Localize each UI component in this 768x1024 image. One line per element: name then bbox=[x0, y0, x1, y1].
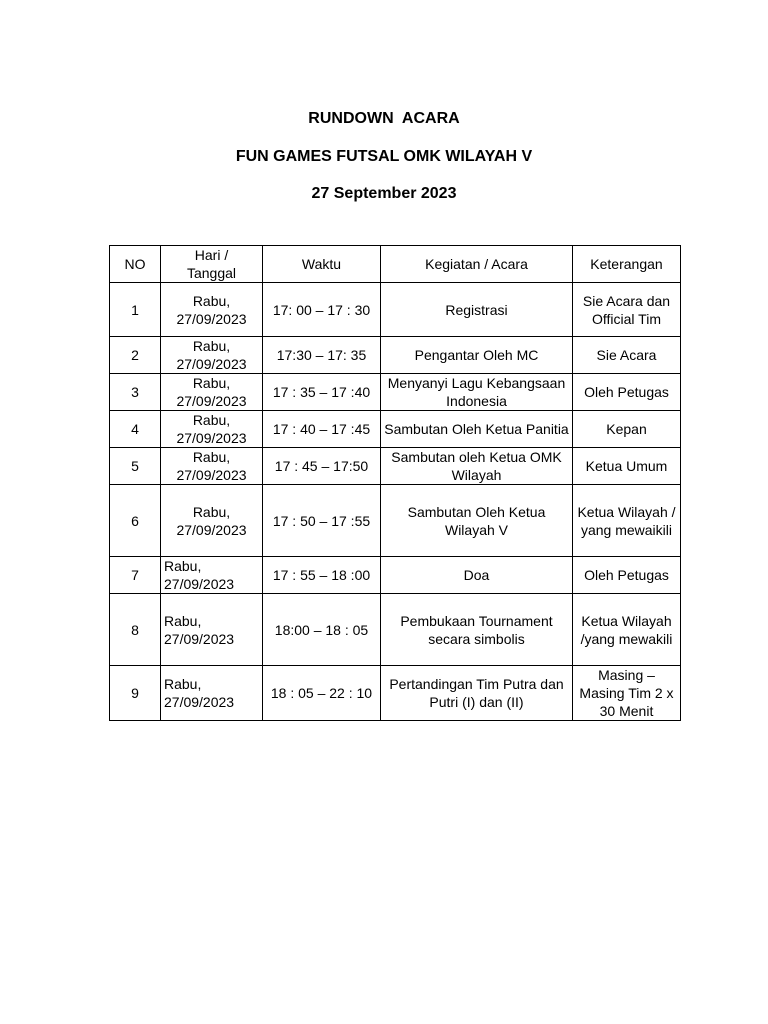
header-activity: Kegiatan / Acara bbox=[381, 246, 573, 283]
cell-day: Rabu, 27/09/2023 bbox=[161, 411, 263, 448]
cell-time: 18:00 – 18 : 05 bbox=[263, 594, 381, 666]
header-day: Hari / Tanggal bbox=[161, 246, 263, 283]
table-row bbox=[110, 557, 681, 594]
cell-activity: Pengantar Oleh MC bbox=[381, 337, 573, 374]
cell-activity: Sambutan oleh Ketua OMK Wilayah bbox=[381, 448, 573, 485]
cell-time: 17 : 55 – 18 :00 bbox=[263, 557, 381, 594]
table-row bbox=[110, 594, 681, 666]
document-title: RUNDOWN ACARA bbox=[308, 110, 460, 127]
cell-no: 8 bbox=[110, 594, 161, 666]
cell-day: Rabu, 27/09/2023 bbox=[161, 374, 263, 411]
cell-note: Sie Acara bbox=[573, 337, 681, 374]
cell-day: Rabu, 27/09/2023 bbox=[161, 448, 263, 485]
cell-note: Kepan bbox=[573, 411, 681, 448]
cell-activity: Registrasi bbox=[381, 283, 573, 337]
cell-note: Ketua Wilayah /yang mewakili bbox=[573, 594, 681, 666]
document-date: 27 September 2023 bbox=[311, 185, 457, 202]
cell-time: 17: 00 – 17 : 30 bbox=[263, 283, 381, 337]
table-row bbox=[110, 448, 681, 485]
cell-day: Rabu, 27/09/2023 bbox=[161, 594, 263, 666]
cell-note: Oleh Petugas bbox=[573, 374, 681, 411]
cell-no: 3 bbox=[110, 374, 161, 411]
table-row bbox=[110, 283, 681, 337]
table-row bbox=[110, 411, 681, 448]
table-row bbox=[110, 337, 681, 374]
header-note: Keterangan bbox=[573, 246, 681, 283]
table-row bbox=[110, 666, 681, 721]
table-header-row bbox=[110, 246, 681, 283]
cell-time: 17 : 35 – 17 :40 bbox=[263, 374, 381, 411]
cell-note: Oleh Petugas bbox=[573, 557, 681, 594]
cell-day: Rabu, 27/09/2023 bbox=[161, 557, 263, 594]
cell-no: 2 bbox=[110, 337, 161, 374]
cell-activity: Sambutan Oleh Ketua Wilayah V bbox=[381, 485, 573, 557]
document-subtitle: FUN GAMES FUTSAL OMK WILAYAH V bbox=[235, 148, 533, 165]
cell-note: Ketua Umum bbox=[573, 448, 681, 485]
cell-no: 9 bbox=[110, 666, 161, 721]
cell-no: 5 bbox=[110, 448, 161, 485]
cell-no: 6 bbox=[110, 485, 161, 557]
table-row bbox=[110, 485, 681, 557]
cell-time: 17:30 – 17: 35 bbox=[263, 337, 381, 374]
cell-note: Ketua Wilayah / yang mewaikili bbox=[573, 485, 681, 557]
cell-day: Rabu, 27/09/2023 bbox=[161, 283, 263, 337]
cell-activity: Pembukaan Tournament secara simbolis bbox=[381, 594, 573, 666]
header-time: Waktu bbox=[263, 246, 381, 283]
cell-time: 18 : 05 – 22 : 10 bbox=[263, 666, 381, 721]
cell-activity: Doa bbox=[381, 557, 573, 594]
cell-time: 17 : 50 – 17 :55 bbox=[263, 485, 381, 557]
cell-no: 1 bbox=[110, 283, 161, 337]
cell-no: 4 bbox=[110, 411, 161, 448]
cell-no: 7 bbox=[110, 557, 161, 594]
cell-time: 17 : 45 – 17:50 bbox=[263, 448, 381, 485]
cell-day: Rabu, 27/09/2023 bbox=[161, 666, 263, 721]
cell-day: Rabu, 27/09/2023 bbox=[161, 485, 263, 557]
cell-activity: Sambutan Oleh Ketua Panitia bbox=[381, 411, 573, 448]
cell-activity: Menyanyi Lagu Kebangsaan Indonesia bbox=[381, 374, 573, 411]
cell-time: 17 : 40 – 17 :45 bbox=[263, 411, 381, 448]
cell-note: Masing – Masing Tim 2 x 30 Menit bbox=[573, 666, 681, 721]
cell-day: Rabu, 27/09/2023 bbox=[161, 337, 263, 374]
cell-activity: Pertandingan Tim Putra dan Putri (I) dan (II) bbox=[381, 666, 573, 721]
cell-note: Sie Acara dan Official Tim bbox=[573, 283, 681, 337]
table-row bbox=[110, 374, 681, 411]
header-no: NO bbox=[110, 246, 161, 283]
rundown-table bbox=[109, 245, 681, 721]
